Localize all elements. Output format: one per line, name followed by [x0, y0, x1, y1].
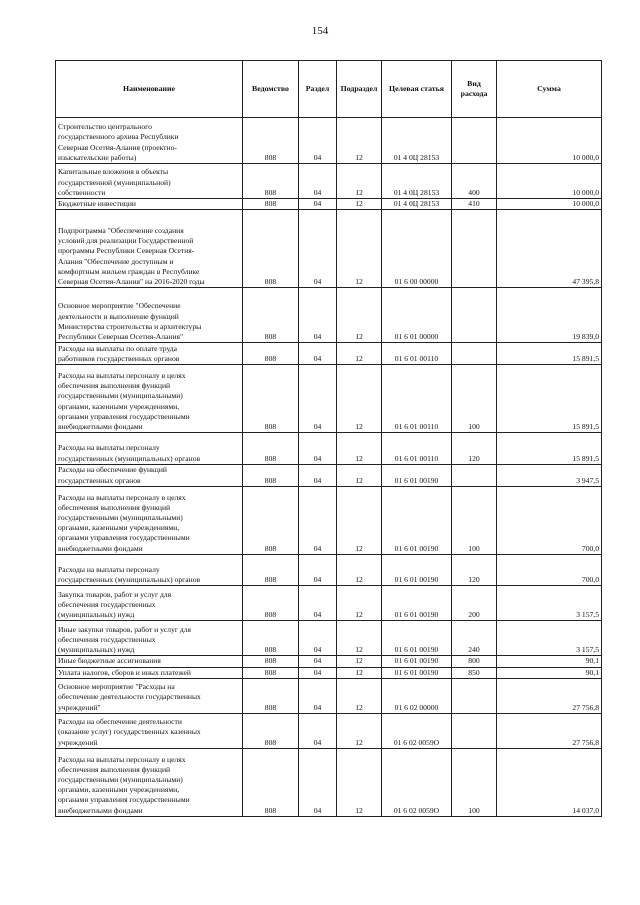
- row-exptype: [452, 343, 497, 365]
- page-number: 154: [311, 25, 329, 37]
- table-row: [56, 748, 602, 816]
- table-row: [56, 678, 602, 713]
- row-sum: 3 157,5: [497, 621, 602, 656]
- row-subsection: 12: [337, 748, 382, 816]
- header-target: Целевая статья: [382, 61, 452, 118]
- row-target: 01 4 0Ц 28153: [382, 118, 452, 164]
- row-target: 01 6 01 00000: [382, 288, 452, 343]
- row-target: 01 6 02 0059О: [382, 713, 452, 748]
- row-sum: 90,1: [497, 667, 602, 678]
- row-subsection: 12: [337, 713, 382, 748]
- row-name: Расходы на выплаты персоналу в целях обеспечения выполнения функций государственными (муниципальными) органами, казенными учреждениями, органами управления государственными внебюджетными фондами: [56, 748, 243, 816]
- header-subsection: Подраздел: [337, 61, 382, 118]
- row-exptype: [452, 464, 497, 486]
- row-exptype: [452, 118, 497, 164]
- row-section: 04: [299, 199, 337, 210]
- table-row: [56, 199, 602, 210]
- table-row: [56, 433, 602, 465]
- row-subsection: 12: [337, 365, 382, 433]
- row-target: 01 6 01 00190: [382, 586, 452, 621]
- row-exptype: 240: [452, 621, 497, 656]
- row-subsection: 12: [337, 343, 382, 365]
- row-sum: 15 891,5: [497, 365, 602, 433]
- row-exptype: 100: [452, 748, 497, 816]
- row-target: 01 6 01 00190: [382, 667, 452, 678]
- row-section: 04: [299, 464, 337, 486]
- table-row: [56, 486, 602, 554]
- row-sum: 14 037,0: [497, 748, 602, 816]
- row-section: 04: [299, 118, 337, 164]
- row-section: 04: [299, 433, 337, 465]
- row-sum: 27 756,8: [497, 678, 602, 713]
- row-dept: 808: [243, 164, 299, 199]
- row-exptype: 800: [452, 656, 497, 667]
- row-subsection: 12: [337, 554, 382, 586]
- table-row: [56, 164, 602, 199]
- table-header-row: [56, 61, 602, 118]
- row-subsection: 12: [337, 667, 382, 678]
- row-name: Бюджетные инвестиции: [56, 199, 243, 210]
- table-row: [56, 464, 602, 486]
- row-name: Расходы на выплаты персоналу государственных (муниципальных) органов: [56, 433, 243, 465]
- row-exptype: 410: [452, 199, 497, 210]
- row-target: 01 4 0Ц 28153: [382, 164, 452, 199]
- header-exptype: Вид расхода: [452, 61, 497, 118]
- row-target: 01 6 01 00190: [382, 621, 452, 656]
- row-sum: 700,0: [497, 486, 602, 554]
- row-sum: 700,0: [497, 554, 602, 586]
- table-row: [56, 288, 602, 343]
- row-dept: 808: [243, 748, 299, 816]
- row-section: 04: [299, 288, 337, 343]
- row-sum: 90,1: [497, 656, 602, 667]
- row-sum: 15 891,5: [497, 343, 602, 365]
- row-section: 04: [299, 365, 337, 433]
- header-sum: Сумма: [497, 61, 602, 118]
- table-row: [56, 554, 602, 586]
- table-row: [56, 210, 602, 288]
- row-name: Подпрограмма "Обеспечение создания условий для реализации Государственной программы Республики Северная Осетия- Алания "Обеспечение доступным и комфортным жильем граждан в Республике Северная Осетия-Алания" на 2016-2020 годы: [56, 210, 243, 288]
- row-exptype: [452, 713, 497, 748]
- row-exptype: 120: [452, 433, 497, 465]
- row-section: 04: [299, 621, 337, 656]
- row-dept: 808: [243, 621, 299, 656]
- table-row: [56, 621, 602, 656]
- row-target: 01 6 01 00190: [382, 656, 452, 667]
- row-dept: 808: [243, 464, 299, 486]
- row-name: Расходы на выплаты персоналу в целях обеспечения выполнения функций государственными (муниципальными) органами, казенными учреждениями, органами управления государственными внебюджетными фондами: [56, 365, 243, 433]
- row-exptype: [452, 210, 497, 288]
- header-name: Наименование: [56, 61, 243, 118]
- row-subsection: 12: [337, 621, 382, 656]
- row-exptype: 120: [452, 554, 497, 586]
- row-exptype: [452, 678, 497, 713]
- row-subsection: 12: [337, 199, 382, 210]
- row-section: 04: [299, 554, 337, 586]
- row-target: 01 6 02 00000: [382, 678, 452, 713]
- row-subsection: 12: [337, 118, 382, 164]
- row-target: 01 6 01 00190: [382, 554, 452, 586]
- row-subsection: 12: [337, 210, 382, 288]
- row-section: 04: [299, 586, 337, 621]
- row-name: Основное мероприятие "Расходы на обеспечение деятельности государственных учреждений": [56, 678, 243, 713]
- row-subsection: 12: [337, 486, 382, 554]
- row-dept: 808: [243, 486, 299, 554]
- table-row: [56, 118, 602, 164]
- row-subsection: 12: [337, 656, 382, 667]
- table-row: [56, 713, 602, 748]
- row-dept: 808: [243, 667, 299, 678]
- row-sum: 10 000,0: [497, 118, 602, 164]
- row-name: Строительство центрального государственного архива Республики Северная Осетия-Алания (проектно- изыскательские работы): [56, 118, 243, 164]
- row-exptype: 400: [452, 164, 497, 199]
- row-target: 01 6 00 00000: [382, 210, 452, 288]
- row-section: 04: [299, 713, 337, 748]
- row-name: Расходы на выплаты по оплате труда работников государственных органов: [56, 343, 243, 365]
- row-sum: 47 395,8: [497, 210, 602, 288]
- row-section: 04: [299, 343, 337, 365]
- row-exptype: 200: [452, 586, 497, 621]
- budget-table: [55, 60, 602, 817]
- row-dept: 808: [243, 288, 299, 343]
- row-sum: 10 000,0: [497, 164, 602, 199]
- row-dept: 808: [243, 199, 299, 210]
- row-subsection: 12: [337, 678, 382, 713]
- row-dept: 808: [243, 586, 299, 621]
- row-target: 01 6 01 00110: [382, 365, 452, 433]
- row-sum: 27 756,8: [497, 713, 602, 748]
- row-section: 04: [299, 667, 337, 678]
- row-target: 01 6 01 00190: [382, 486, 452, 554]
- row-sum: 3 157,5: [497, 586, 602, 621]
- row-sum: 3 947,5: [497, 464, 602, 486]
- row-section: 04: [299, 656, 337, 667]
- row-target: 01 6 01 00190: [382, 464, 452, 486]
- table-row: [56, 343, 602, 365]
- row-subsection: 12: [337, 433, 382, 465]
- row-name: Расходы на обеспечение деятельности (оказание услуг) государственных казенных учреждений: [56, 713, 243, 748]
- row-target: 01 6 01 00110: [382, 343, 452, 365]
- row-subsection: 12: [337, 288, 382, 343]
- row-target: 01 6 02 0059О: [382, 748, 452, 816]
- row-dept: 808: [243, 210, 299, 288]
- table-row: [56, 656, 602, 667]
- row-sum: 15 891,5: [497, 433, 602, 465]
- row-name: Уплата налогов, сборов и иных платежей: [56, 667, 243, 678]
- row-target: 01 6 01 00110: [382, 433, 452, 465]
- row-subsection: 12: [337, 464, 382, 486]
- row-dept: 808: [243, 365, 299, 433]
- row-name: Расходы на выплаты персоналу в целях обеспечения выполнения функций государственными (муниципальными) органами, казенными учреждениями, органами управления государственными внебюджетными фондами: [56, 486, 243, 554]
- row-name: Иные бюджетные ассигнования: [56, 656, 243, 667]
- row-name: Основное мероприятие "Обеспечение деятельности и выполнение функций Министерства строительства и архитектуры Республики Северная Осетия-Алания": [56, 288, 243, 343]
- header-section: Раздел: [299, 61, 337, 118]
- row-dept: 808: [243, 554, 299, 586]
- row-section: 04: [299, 164, 337, 199]
- row-section: 04: [299, 678, 337, 713]
- row-name: Капитальные вложения в объекты государственной (муниципальной) собственности: [56, 164, 243, 199]
- row-exptype: 100: [452, 486, 497, 554]
- row-name: Расходы на обеспечение функций государственных органов: [56, 464, 243, 486]
- row-subsection: 12: [337, 164, 382, 199]
- row-dept: 808: [243, 433, 299, 465]
- row-exptype: [452, 288, 497, 343]
- row-sum: 19 839,0: [497, 288, 602, 343]
- row-dept: 808: [243, 118, 299, 164]
- header-dept: Ведомство: [243, 61, 299, 118]
- row-dept: 808: [243, 713, 299, 748]
- row-dept: 808: [243, 656, 299, 667]
- row-exptype: 100: [452, 365, 497, 433]
- row-name: Расходы на выплаты персоналу государственных (муниципальных) органов: [56, 554, 243, 586]
- row-section: 04: [299, 748, 337, 816]
- table-row: [56, 365, 602, 433]
- row-name: Иные закупки товаров, работ и услуг для обеспечения государственных (муниципальных) нужд: [56, 621, 243, 656]
- row-section: 04: [299, 486, 337, 554]
- table-row: [56, 586, 602, 621]
- row-dept: 808: [243, 343, 299, 365]
- row-name: Закупка товаров, работ и услуг для обеспечения государственных (муниципальных) нужд: [56, 586, 243, 621]
- row-dept: 808: [243, 678, 299, 713]
- row-sum: 10 000,0: [497, 199, 602, 210]
- row-section: 04: [299, 210, 337, 288]
- table-row: [56, 667, 602, 678]
- row-target: 01 4 0Ц 28153: [382, 199, 452, 210]
- row-exptype: 850: [452, 667, 497, 678]
- row-subsection: 12: [337, 586, 382, 621]
